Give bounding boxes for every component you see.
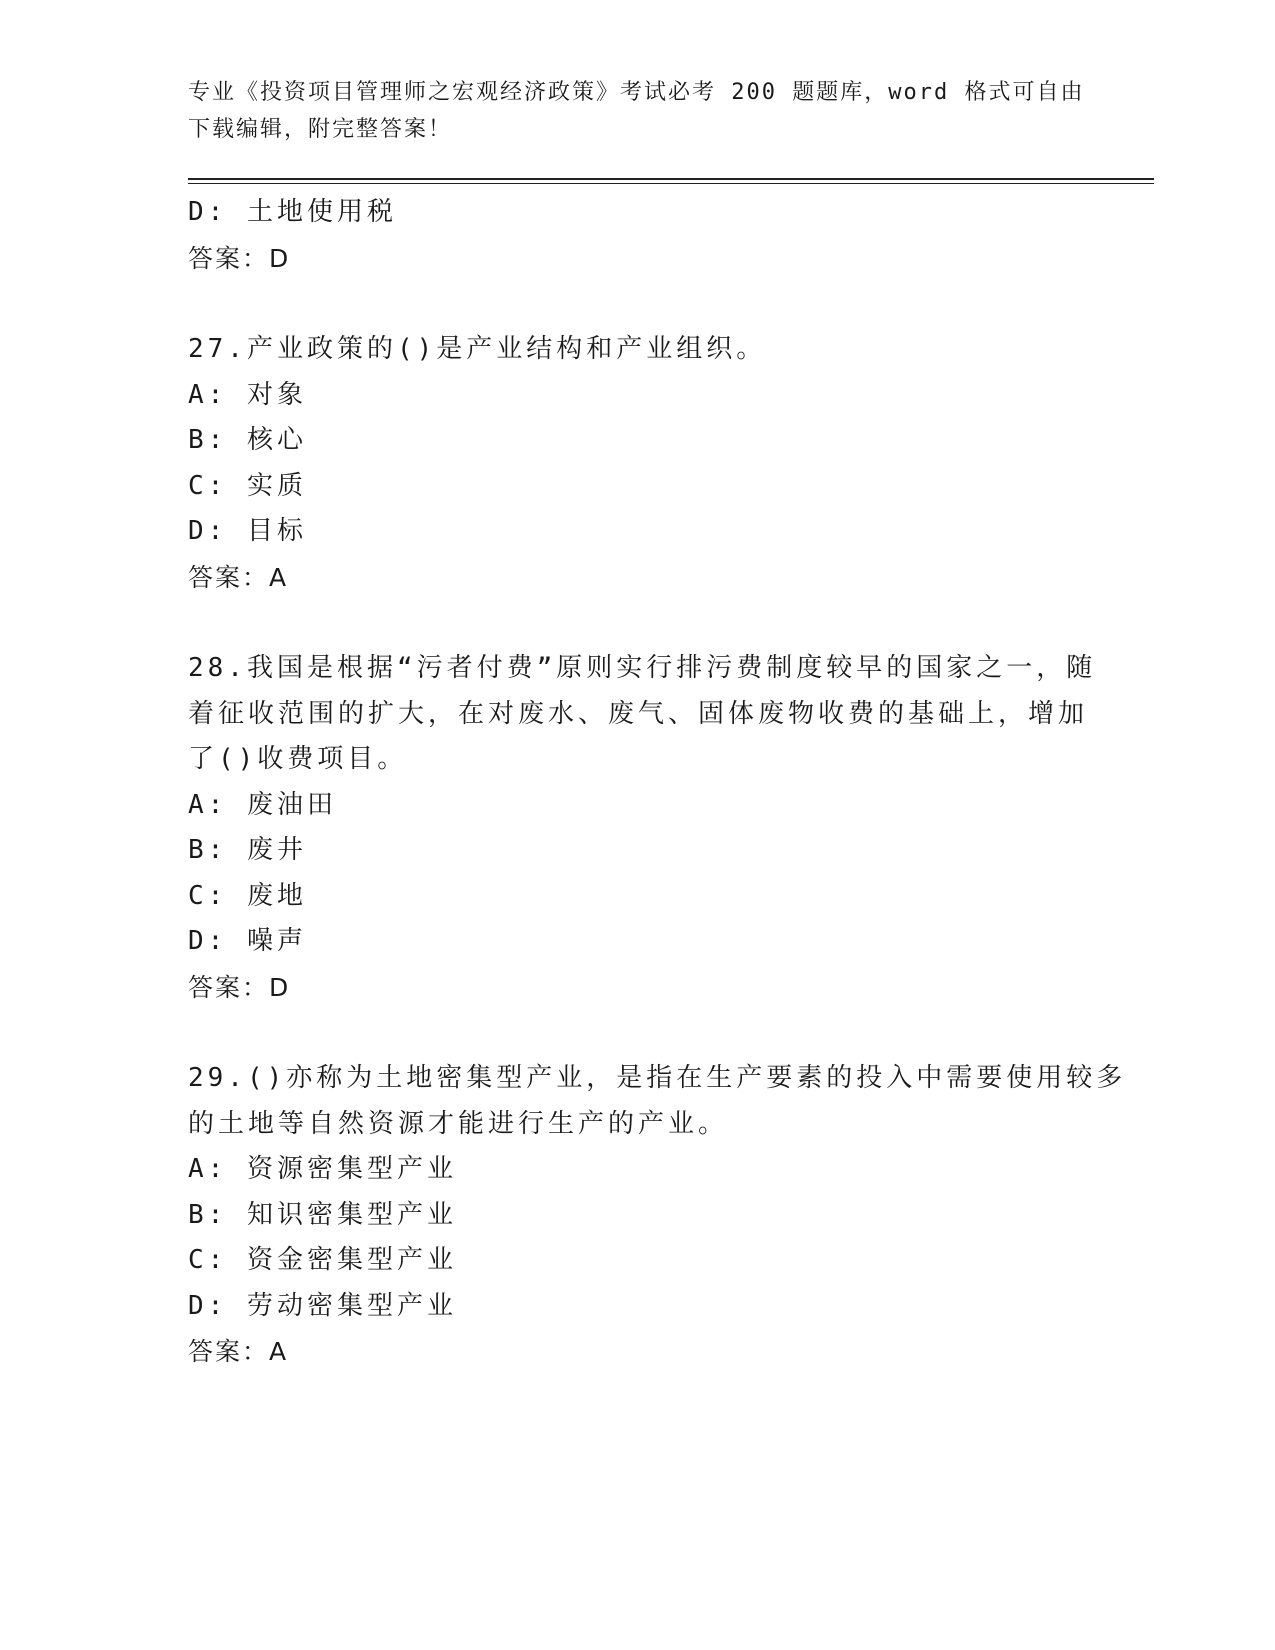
option-c: C: 实质: [188, 470, 307, 501]
option-a: A: 资源密集型产业: [188, 1154, 457, 1184]
header-divider-thin: [188, 183, 1154, 184]
question-text: 了()收费项目。: [188, 744, 408, 774]
answer-line: 答案：D: [188, 243, 291, 273]
option-a: A: 废油田: [188, 789, 337, 820]
option-b: B: 废井: [188, 835, 307, 865]
option-c: C: 废地: [188, 880, 307, 911]
question-text: 27.产业政策的()是产业结构和产业组织。: [188, 334, 767, 364]
question-text: 的土地等自然资源才能进行生产的产业。: [188, 1108, 729, 1139]
option-d: D: 噪声: [188, 926, 307, 956]
header-line-2: 下载编辑，附完整答案！: [188, 117, 453, 142]
question-28: [188, 646, 1097, 1010]
option-c: C: 资金密集型产业: [188, 1245, 457, 1275]
question-29: [188, 1056, 1127, 1375]
option-d: D: 土地使用税: [188, 197, 397, 227]
header-line-1: 专业《投资项目管理师之宏观经济政策》考试必考 200 题题库，word 格式可自由: [188, 80, 1085, 105]
option-d: D: 劳动密集型产业: [188, 1290, 457, 1321]
option-a: A: 对象: [188, 379, 307, 410]
header-divider-thick: [188, 178, 1154, 180]
option-b: B: 知识密集型产业: [188, 1199, 457, 1230]
question-text: 着征收范围的扩大，在对废水、废气、固体废物收费的基础上，增加: [188, 698, 1089, 729]
answer-line: 答案：A: [188, 1337, 289, 1366]
question-list: [188, 190, 1127, 1375]
question-text: 29.()亦称为土地密集型产业，是指在生产要素的投入中需要使用较多: [188, 1063, 1127, 1093]
document-header: [188, 74, 1088, 148]
option-b: B: 核心: [188, 425, 307, 455]
question-text: 28.我国是根据“污者付费”原则实行排污费制度较早的国家之一，随: [188, 653, 1097, 683]
question-27: [188, 327, 1088, 600]
answer-line: 答案：D: [188, 972, 291, 1002]
option-d: D: 目标: [188, 516, 307, 546]
answer-line: 答案：A: [188, 562, 289, 592]
